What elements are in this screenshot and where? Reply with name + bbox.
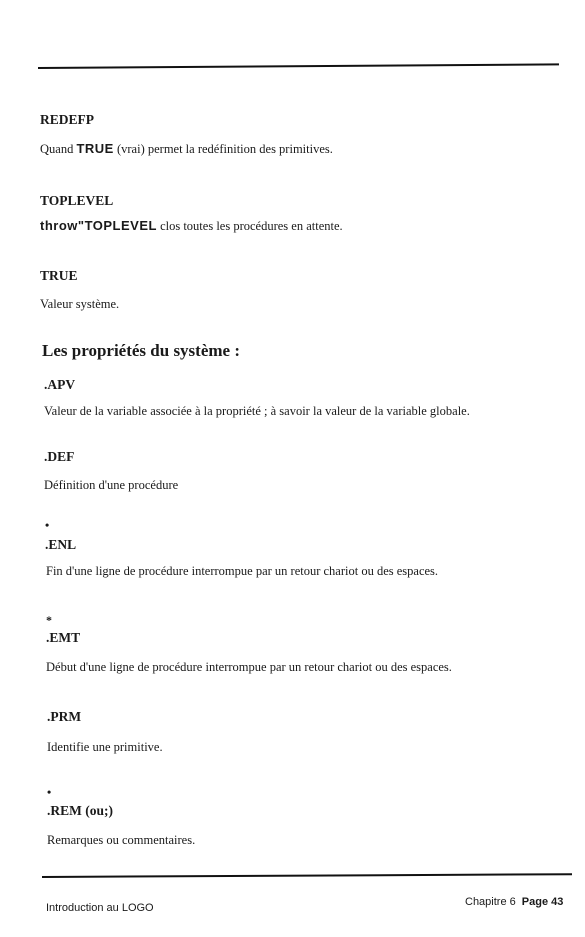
prop-desc-def: Définition d'une procédure bbox=[44, 478, 179, 492]
entry-desc-toplevel: throw"TOPLEVEL clos toutes les procédures en attente. bbox=[40, 218, 343, 233]
code-true: TRUE bbox=[76, 141, 114, 156]
bottom-rule bbox=[42, 873, 572, 878]
prop-term-def: .DEF bbox=[44, 449, 75, 464]
entry-term-toplevel: TOPLEVEL bbox=[40, 193, 114, 208]
entry-desc-true: Valeur système. bbox=[40, 297, 120, 311]
footer-page-number: Page 43 bbox=[521, 896, 564, 908]
code-throw: throw bbox=[40, 218, 78, 233]
entry-desc-redefp: Quand TRUE (vrai) permet la redéfinition des primitives. bbox=[40, 141, 333, 156]
prop-desc-emt: Début d'une ligne de procédure interrompue par un retour chariot ou des espaces. bbox=[46, 660, 452, 674]
prop-desc-rem: Remarques ou commentaires. bbox=[47, 833, 196, 847]
star-marker-rem: • bbox=[47, 785, 52, 799]
prop-term-prm: .PRM bbox=[47, 709, 82, 724]
entry-term-true: TRUE bbox=[40, 268, 78, 283]
top-rule bbox=[38, 63, 559, 69]
prop-term-rem: .REM (ou;) bbox=[47, 803, 113, 818]
code-toplevel: TOPLEVEL bbox=[84, 218, 157, 233]
prop-desc-apv: Valeur de la variable associée à la propriété ; à savoir la valeur de la variable globale. bbox=[44, 404, 470, 418]
footer-chapter: Chapitre 6 bbox=[465, 896, 516, 908]
prop-term-apv: .APV bbox=[44, 377, 76, 392]
section-title: Les propriétés du système : bbox=[42, 341, 240, 360]
footer-book-title: Introduction au LOGO bbox=[46, 902, 154, 914]
star-marker-emt: * bbox=[46, 613, 52, 627]
prop-desc-prm: Identifie une primitive. bbox=[47, 740, 163, 754]
prop-term-emt: .EMT bbox=[46, 630, 81, 645]
entry-term-redefp: REDEFP bbox=[40, 112, 94, 127]
prop-desc-enl: Fin d'une ligne de procédure interrompue par un retour chariot ou des espaces. bbox=[46, 564, 439, 578]
footer-page-info bbox=[465, 896, 563, 908]
star-marker-enl: • bbox=[45, 518, 50, 532]
prop-term-enl: .ENL bbox=[45, 537, 77, 552]
